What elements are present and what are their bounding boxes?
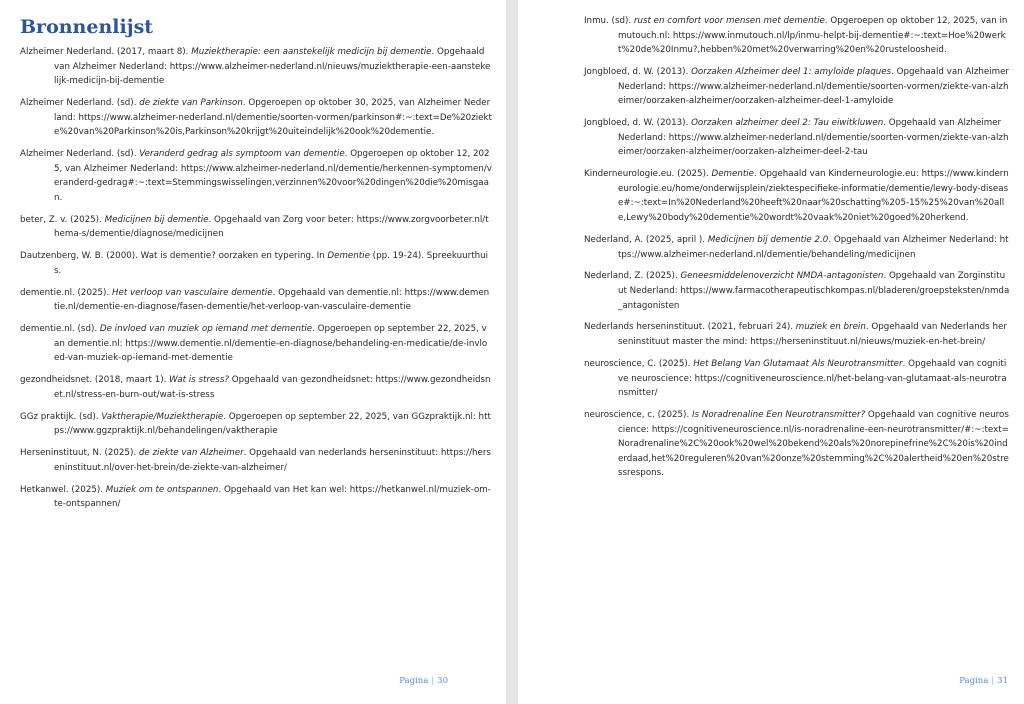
reference-entry: Nederland, A. (2025, april ). Medicijnen bij dementie 2.0. Opgehaald van Alzheimer Nederland: https://www.alzheimer-nederland.nl/dementie/behandeling/medicijnen [584,234,1009,260]
reference-entry: dementie.nl. (2025). Het verloop van vasculaire dementie. Opgehaald van dementie.nl: https://www.dementie.nl/dementie-en-diagnose/fasen-dementie/het-verloop-van-vasculaire-dementie [20,287,490,313]
reference-entry: Alzheimer Nederland. (sd). Veranderd gedrag als symptoom van dementie. Opgeroepen op oktober 12, 2025, van Alzheimer Nederland: https://www.alzheimer-nederland.nl/dementie/herkennen-symptomen/veranderd-gedrag#:~:text=Stemmingswisselingen,verzinnen%20voor%20dingen%20die%20misgaan. [20,149,492,203]
page-number-footer: Pagina | 30 [399,676,448,686]
reference-entry: Alzheimer Nederland. (2017, maart 8). Muziektherapie: een aanstekelijk medicijn bij dementie. Opgehaald van Alzheimer Nederland: https://www.alzheimer-nederland.nl/nieuws/muziektherapie-een-aanstekelijk-medicijn-bij-dementie [20,47,491,87]
bibliography-heading: Bronnenlijst [20,16,154,38]
page-number: 30 [437,676,448,686]
reference-entry: neuroscience, C. (2025). Het Belang Van Glutamaat Als Neurotransmitter. Opgehaald van cognitive neuroscience: https://cognitiveneuroscience.nl/het-belang-van-glutamaat-als-neurotransmitter/ [584,358,1007,399]
reference-entry: Alzheimer Nederland. (sd). de ziekte van Parkinson. Opgeroepen op oktober 30, 2025, van Alzheimer Nederland: https://www.alzheimer-nederland.nl/dementie/soorten-vormen/parkinson#:~:text=De%20ziekte%20van%20Parkinson%20is,Parkinson%20krijgt%20uiteindelijk%20ook%20dementie. [20,98,492,138]
reference-entry: Kinderneurologie.eu. (2025). Dementie. Opgehaald van Kinderneurologie.eu: https://www.kinderneurologie.eu/home/onderwijsplein/ziektespecifieke-informatie/dementie/lewy-body-disease#:~:text=In%20Nederland%20heeft%20naar%20schatting%205-15%25%20van%20alle,Lewy%20body%20dementie%20wordt%20vaak%20niet%20goed%20herkend. [584,169,1009,224]
reference-entry: Dautzenberg, W. B. (2000). Wat is dementie? oorzaken en typering. In Dementie (pp. 19-24). Spreekuurthuis. [20,251,489,276]
reference-entry: beter, Z. v. (2025). Medicijnen bij dementie. Opgehaald van Zorg voor beter: https://www.zorgvoorbeter.nl/thema-s/dementie/diagnose/medicijnen [20,214,489,240]
page-gap [506,0,518,704]
reference-entry: neuroscience, c. (2025). Is Noradrenaline Een Neurotransmitter? Opgehaald van cognitive neuroscience: https://cognitiveneuroscience.nl/is-noradrenaline-een-neurotransmitter/#:~:text=Noradrenaline%2C%20ook%20wel%20bekend%20als%20norepinefrine%2C%20is%20inderdaad,het%20reguleren%20van%20onze%20stemming%2C%20alertheid%20en%20stressrespons. [584,410,1009,479]
reference-entry: Herseninstituut, N. (2025). de ziekte van Alzheimer. Opgehaald van nederlands herseninstituut: https://herseninstituut.nl/over-het-brein/de-ziekte-van-alzheimer/ [20,448,491,473]
document-page-31 [518,0,1024,704]
page-number-footer: Pagina | 31 [959,676,1008,686]
document-page-30 [0,0,506,704]
page-number: 31 [997,676,1008,686]
reference-entry: Nederland, Z. (2025). Geneesmiddelenoverzicht NMDA-antagonisten. Opgehaald van Zorginstituut Nederland: https://www.farmacotherapeutischkompas.nl/bladeren/groepsteksten/nmda_antagonisten [584,271,1010,311]
reference-entry: Jongbloed, d. W. (2013). Oorzaken alzheimer deel 2: Tau eiwitkluwen. Opgehaald van Alzheimer Nederland: https://www.alzheimer-nederland.nl/dementie/soorten-vormen/ziekte-van-alzheimer/oorzaken-alzheimer/oorzaken-alzheimer-deel-2-tau [584,118,1009,158]
reference-entry: Inmu. (sd). rust en comfort voor mensen met dementie. Opgeroepen op oktober 12, 2025, van inmutouch.nl: https://www.inmutouch.nl/lp/inmu-helpt-bij-dementie#:~:text=Hoe%20werkt%20de%20Inmu?,hebben%20met%20verwarring%20en%20rusteloosheid. [584,16,1008,56]
reference-entry: Nederlands herseninstituut. (2021, februari 24). muziek en brein. Opgehaald van Nederlands herseninstituut master the mind: https://herseninstituut.nl/nieuws/muziek-en-het-brein/ [584,322,1007,348]
reference-entry: GGz praktijk. (sd). Vaktherapie/Muziektherapie. Opgeroepen op september 22, 2025, van GGzpraktijk.nl: https://www.ggzpraktijk.nl/behandelingen/vaktherapie [20,411,491,437]
reference-entry: gezondheidsnet. (2018, maart 1). Wat is stress? Opgehaald van gezondheidsnet: https://www.gezondheidsnet.nl/stress-en-burn-out/wat-is-stress [20,375,491,400]
reference-entry: Jongbloed, d. W. (2013). Oorzaken Alzheimer deel 1: amyloide plaques. Opgehaald van Alzheimer Nederland: https://www.alzheimer-nederland.nl/dementie/soorten-vormen/ziekte-van-alzheimer/oorzaken-alzheimer/oorzaken-alzheimer-deel-1-amyloide [584,67,1009,107]
reference-entry: dementie.nl. (sd). De invloed van muziek op iemand met dementie. Opgeroepen op september 22, 2025, van dementie.nl: https://www.dementie.nl/dementie-en-diagnose/behandeling-en-medicatie/de-invloed-van-muziek-op-iemand-met-dementie [20,324,488,364]
reference-entry: Hetkanwel. (2025). Muziek om te ontspannen. Opgehaald van Het kan wel: https://hetkanwel.nl/muziek-om-te-ontspannen/ [20,484,491,510]
